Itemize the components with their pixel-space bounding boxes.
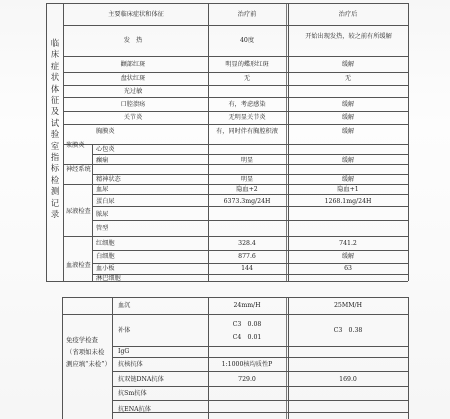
symptom-before: 明显的蝶形红斑 xyxy=(225,61,269,68)
row-label: 血沉 xyxy=(118,302,131,309)
symptom-after: 无 xyxy=(344,75,352,82)
symptom-before: 有，考虑感染 xyxy=(228,101,266,108)
header-after: 治疗后 xyxy=(338,11,358,18)
row-before: 144 xyxy=(241,265,253,272)
symptom-after: 缓解 xyxy=(341,61,355,68)
symptom-after: 缓解 xyxy=(341,101,355,108)
row-label: 抗双链DNA抗体 xyxy=(118,376,164,383)
row-before: 隐血+2 xyxy=(236,186,258,193)
row-before: 729.0 xyxy=(238,376,256,383)
symptom-before: 40度 xyxy=(239,37,255,44)
group-label: 神经系统 xyxy=(66,166,91,173)
row-after: 1268.1mg/24H xyxy=(324,198,372,205)
row-before: 有，同时伴有胸腔积液 xyxy=(216,128,278,135)
group-label: 浆膜炎 xyxy=(66,142,85,149)
symptom-after: 缓解 xyxy=(341,114,355,121)
row-before: 24mm/H xyxy=(233,302,261,309)
row-after: 741.2 xyxy=(339,240,357,247)
row-after: 169.0 xyxy=(339,376,357,383)
row-before: 明显 xyxy=(240,157,254,164)
row-label: 抗ENA抗体 xyxy=(118,406,151,413)
row-before: 877.6 xyxy=(238,253,256,260)
row-before: C3 0.08 xyxy=(232,321,262,328)
row-label: 癫痫 xyxy=(96,157,109,164)
symptom-label: 颧部红斑 xyxy=(120,61,146,68)
symptom-before: 无明显关节炎 xyxy=(228,114,266,121)
row-label: 蛋白尿 xyxy=(96,198,115,205)
row-label: 精神状态 xyxy=(96,176,121,183)
row-before: 328.4 xyxy=(238,240,256,247)
row-label: 红细胞 xyxy=(96,240,115,247)
row-before: 明显 xyxy=(240,176,254,183)
row-label: 抗Sm抗体 xyxy=(118,390,147,397)
header-before: 治疗前 xyxy=(237,11,257,18)
group-label: 尿液检查 xyxy=(66,208,91,215)
row-label: IgG xyxy=(118,348,130,355)
row-after: 缓解 xyxy=(341,157,355,164)
side-title: 临床症状体征及试验室指标检测记录 xyxy=(50,38,60,220)
row-label: 抗核抗体 xyxy=(118,361,143,368)
symptom-label: 光过敏 xyxy=(123,88,143,95)
symptom-label: 盘状红斑 xyxy=(120,75,146,82)
row-after: 隐血+1 xyxy=(337,186,359,193)
symptom-before: 无 xyxy=(243,75,251,82)
symptom-after: 开始出现发热，较之前有所缓解 xyxy=(305,33,392,40)
row-label: 白细胞 xyxy=(96,253,115,260)
row-after: 63 xyxy=(344,265,352,272)
symptom-label: 关节炎 xyxy=(123,114,143,121)
row-before: 6373.3mg/24H xyxy=(223,198,271,205)
row-label: 心包炎 xyxy=(96,146,115,153)
row-label: 血小板 xyxy=(96,265,115,272)
symptom-label: 发 热 xyxy=(123,37,143,44)
row-after: C3 0.38 xyxy=(333,327,363,334)
header-items: 主要临床症状和体征 xyxy=(108,11,164,18)
symptom-label: 口腔溃疡 xyxy=(120,101,146,108)
row-before: 1:1000核均质性P xyxy=(221,361,273,368)
row-after: 缓解 xyxy=(341,253,355,260)
row-label: 淋巴细胞 xyxy=(96,275,121,282)
row-label: 血尿 xyxy=(96,186,109,193)
row-after: 25MM/H xyxy=(333,302,363,309)
row-label: 管型 xyxy=(96,225,109,232)
row-after: 缓解 xyxy=(341,128,355,135)
row-before-2: C4 0.01 xyxy=(232,334,262,341)
group-label: 血液检查 xyxy=(66,262,91,269)
row-after: 缓解 xyxy=(341,176,355,183)
row-label: 脓尿 xyxy=(96,211,109,218)
row-label: 补体 xyxy=(118,327,131,334)
group-label: 免疫学检查（省项如未检测应填“未检”） xyxy=(66,336,111,368)
row-label: 胸膜炎 xyxy=(96,128,115,135)
